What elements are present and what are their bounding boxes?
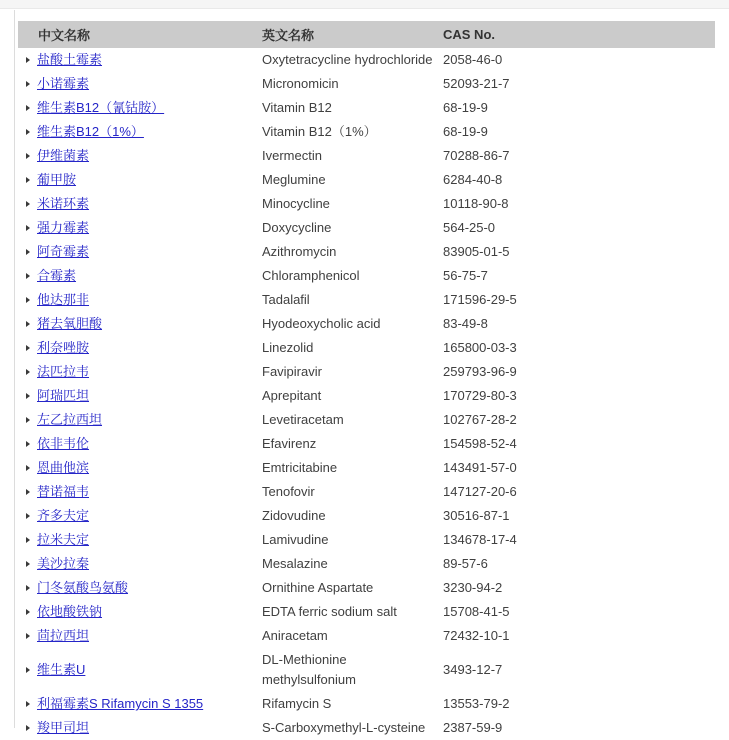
english-name-cell <box>262 624 443 648</box>
bullet-triangle-icon <box>26 667 30 673</box>
table-row <box>18 336 715 360</box>
bullet-triangle-icon <box>26 585 30 591</box>
product-cas-number: 154598-52-4 <box>443 436 517 451</box>
product-cas-number: 2058-46-0 <box>443 52 502 67</box>
chinese-name-cell <box>18 528 262 552</box>
cas-number-cell <box>443 360 715 384</box>
cas-number-cell <box>443 120 715 144</box>
table-row <box>18 692 715 716</box>
cas-number-cell <box>443 312 715 336</box>
product-english-name: Vitamin B12 <box>262 100 332 115</box>
product-cas-number: 6284-40-8 <box>443 172 502 187</box>
english-name-cell <box>262 600 443 624</box>
product-cas-number: 13553-79-2 <box>443 696 510 711</box>
product-english-name: Micronomicin <box>262 76 339 91</box>
chinese-name-cell <box>18 576 262 600</box>
product-english-name: Meglumine <box>262 172 326 187</box>
chinese-name-cell <box>18 48 262 72</box>
table-row <box>18 144 715 168</box>
product-cas-number: 170729-80-3 <box>443 388 517 403</box>
bullet-triangle-icon <box>26 513 30 519</box>
bullet-triangle-icon <box>26 129 30 135</box>
product-cas-number: 56-75-7 <box>443 268 488 283</box>
bullet-triangle-icon <box>26 81 30 87</box>
table-row <box>18 288 715 312</box>
product-english-name: Ivermectin <box>262 148 322 163</box>
table-row <box>18 480 715 504</box>
product-chinese-name-link[interactable]: 强力霉素 <box>37 220 89 235</box>
chinese-name-cell <box>18 408 262 432</box>
column-header-english-name: 英文名称 <box>262 21 443 48</box>
english-name-cell <box>262 168 443 192</box>
chinese-name-cell <box>18 552 262 576</box>
cas-number-cell <box>443 716 715 740</box>
product-chinese-name-link[interactable]: 法匹拉韦 <box>37 364 89 379</box>
english-name-cell <box>262 552 443 576</box>
product-english-name: Minocycline <box>262 196 330 211</box>
chinese-name-cell <box>18 240 262 264</box>
english-name-cell <box>262 480 443 504</box>
product-chinese-name-link[interactable]: 美沙拉秦 <box>37 556 89 571</box>
chinese-name-cell <box>18 716 262 740</box>
table-row <box>18 456 715 480</box>
table-row <box>18 240 715 264</box>
product-english-name: DL-Methionine methylsulfonium <box>262 652 356 687</box>
table-row <box>18 96 715 120</box>
product-chinese-name-link[interactable]: 齐多夫定 <box>37 508 89 523</box>
chinese-name-cell <box>18 456 262 480</box>
column-header-cas-no: CAS No. <box>443 21 715 48</box>
product-chinese-name-link[interactable]: 猪去氧胆酸 <box>37 316 102 331</box>
left-border-rule <box>14 10 15 728</box>
bullet-triangle-icon <box>26 725 30 731</box>
table-row <box>18 120 715 144</box>
product-english-name: Aprepitant <box>262 388 321 403</box>
english-name-cell <box>262 144 443 168</box>
product-cas-number: 15708-41-5 <box>443 604 510 619</box>
table-row <box>18 600 715 624</box>
product-cas-number: 165800-03-3 <box>443 340 517 355</box>
product-cas-number: 72432-10-1 <box>443 628 510 643</box>
cas-number-cell <box>443 552 715 576</box>
product-english-name: Emtricitabine <box>262 460 337 475</box>
table-row <box>18 408 715 432</box>
product-cas-number: 83-49-8 <box>443 316 488 331</box>
product-chinese-name-link[interactable]: 米诺环素 <box>37 196 89 211</box>
chinese-name-cell <box>18 600 262 624</box>
chinese-name-cell <box>18 504 262 528</box>
chinese-name-cell <box>18 336 262 360</box>
cas-number-cell <box>443 600 715 624</box>
bullet-triangle-icon <box>26 417 30 423</box>
english-name-cell <box>262 72 443 96</box>
product-chinese-name-link[interactable]: 利福霉素S Rifamycin S 1355 <box>37 696 203 711</box>
chinese-name-cell <box>18 360 262 384</box>
product-english-name: Aniracetam <box>262 628 328 643</box>
bullet-triangle-icon <box>26 201 30 207</box>
product-chinese-name-link[interactable]: 依地酸铁钠 <box>37 604 102 619</box>
table-row <box>18 432 715 456</box>
english-name-cell <box>262 120 443 144</box>
product-english-name: Oxytetracycline hydrochloride <box>262 52 433 67</box>
chinese-name-cell <box>18 384 262 408</box>
table-row <box>18 716 715 740</box>
table-row <box>18 624 715 648</box>
product-chinese-name-link[interactable]: 葡甲胺 <box>37 172 76 187</box>
product-cas-number: 10118-90-8 <box>443 196 509 211</box>
product-english-name: EDTA ferric sodium salt <box>262 604 397 619</box>
product-cas-number: 3493-12-7 <box>443 662 502 677</box>
english-name-cell <box>262 312 443 336</box>
chinese-name-cell <box>18 72 262 96</box>
bullet-triangle-icon <box>26 225 30 231</box>
product-cas-number: 30516-87-1 <box>443 508 510 523</box>
cas-number-cell <box>443 528 715 552</box>
table-row <box>18 552 715 576</box>
english-name-cell <box>262 716 443 740</box>
chinese-name-cell <box>18 96 262 120</box>
product-cas-number: 68-19-9 <box>443 124 488 139</box>
product-english-name: Mesalazine <box>262 556 328 571</box>
product-english-name: Hyodeoxycholic acid <box>262 316 381 331</box>
english-name-cell <box>262 192 443 216</box>
bullet-triangle-icon <box>26 177 30 183</box>
product-chinese-name-link[interactable]: 拉米夫定 <box>37 532 89 547</box>
product-chinese-name-link[interactable]: 阿奇霉素 <box>37 244 89 259</box>
product-english-name: Chloramphenicol <box>262 268 360 283</box>
cas-number-cell <box>443 456 715 480</box>
table-row <box>18 360 715 384</box>
bullet-triangle-icon <box>26 321 30 327</box>
cas-number-cell <box>443 72 715 96</box>
chinese-name-cell <box>18 144 262 168</box>
product-chinese-name-link[interactable]: 羧甲司坦 <box>37 720 89 735</box>
english-name-cell <box>262 48 443 72</box>
product-chinese-name-link[interactable]: 合霉素 <box>37 268 76 283</box>
product-english-name: Tadalafil <box>262 292 310 307</box>
cas-number-cell <box>443 576 715 600</box>
product-english-name: S-Carboxymethyl-L-cysteine <box>262 720 425 735</box>
cas-number-cell <box>443 624 715 648</box>
product-chinese-name-link[interactable]: 维生素B12（1%） <box>37 124 144 139</box>
cas-number-cell <box>443 48 715 72</box>
product-chinese-name-link[interactable]: 盐酸土霉素 <box>37 52 102 67</box>
product-chinese-name-link[interactable]: 他达那非 <box>37 292 89 307</box>
english-name-cell <box>262 692 443 716</box>
chinese-name-cell <box>18 624 262 648</box>
product-cas-number: 52093-21-7 <box>443 76 510 91</box>
product-chinese-name-link[interactable]: 门冬氨酸鸟氨酸 <box>37 580 128 595</box>
english-name-cell <box>262 528 443 552</box>
table-row <box>18 384 715 408</box>
chinese-name-cell <box>18 192 262 216</box>
cas-number-cell <box>443 240 715 264</box>
product-english-name: Favipiravir <box>262 364 322 379</box>
english-name-cell <box>262 408 443 432</box>
bullet-triangle-icon <box>26 273 30 279</box>
english-name-cell <box>262 432 443 456</box>
bullet-triangle-icon <box>26 297 30 303</box>
cas-number-cell <box>443 432 715 456</box>
product-cas-number: 89-57-6 <box>443 556 488 571</box>
english-name-cell <box>262 360 443 384</box>
chinese-name-cell <box>18 264 262 288</box>
product-english-name: Tenofovir <box>262 484 315 499</box>
product-cas-number: 2387-59-9 <box>443 720 502 735</box>
bullet-triangle-icon <box>26 153 30 159</box>
cas-number-cell <box>443 96 715 120</box>
cas-number-cell <box>443 692 715 716</box>
cas-number-cell <box>443 144 715 168</box>
table-row <box>18 72 715 96</box>
bullet-triangle-icon <box>26 57 30 63</box>
product-table <box>18 21 715 740</box>
bullet-triangle-icon <box>26 249 30 255</box>
product-cas-number: 171596-29-5 <box>443 292 517 307</box>
chinese-name-cell <box>18 288 262 312</box>
bullet-triangle-icon <box>26 393 30 399</box>
chinese-name-cell <box>18 216 262 240</box>
product-chinese-name-link[interactable]: 恩曲他滨 <box>37 460 89 475</box>
product-english-name: Vitamin B12（1%） <box>262 124 377 139</box>
product-cas-number: 102767-28-2 <box>443 412 517 427</box>
chinese-name-cell <box>18 312 262 336</box>
english-name-cell <box>262 576 443 600</box>
cas-number-cell <box>443 192 715 216</box>
english-name-cell <box>262 384 443 408</box>
table-row <box>18 168 715 192</box>
bullet-triangle-icon <box>26 345 30 351</box>
english-name-cell <box>262 504 443 528</box>
bullet-triangle-icon <box>26 701 30 707</box>
product-english-name: Linezolid <box>262 340 313 355</box>
chinese-name-cell <box>18 432 262 456</box>
cas-number-cell <box>443 288 715 312</box>
cas-number-cell <box>443 504 715 528</box>
product-chinese-name-link[interactable]: 维生素U <box>37 662 85 677</box>
product-chinese-name-link[interactable]: 依非韦伦 <box>37 436 89 451</box>
bullet-triangle-icon <box>26 465 30 471</box>
table-row <box>18 648 715 692</box>
product-chinese-name-link[interactable]: 维生素B12（氰钴胺） <box>37 100 164 115</box>
cas-number-cell <box>443 384 715 408</box>
english-name-cell <box>262 216 443 240</box>
product-chinese-name-link[interactable]: 阿瑞匹坦 <box>37 388 89 403</box>
cas-number-cell <box>443 480 715 504</box>
chinese-name-cell <box>18 120 262 144</box>
product-english-name: Rifamycin S <box>262 696 331 711</box>
bullet-triangle-icon <box>26 369 30 375</box>
english-name-cell <box>262 264 443 288</box>
product-cas-number: 3230-94-2 <box>443 580 502 595</box>
product-list-section <box>18 21 715 740</box>
product-chinese-name-link[interactable]: 左乙拉西坦 <box>37 412 102 427</box>
english-name-cell <box>262 336 443 360</box>
product-english-name: Efavirenz <box>262 436 316 451</box>
product-english-name: Doxycycline <box>262 220 331 235</box>
bullet-triangle-icon <box>26 633 30 639</box>
table-body <box>18 48 715 740</box>
bullet-triangle-icon <box>26 537 30 543</box>
bullet-triangle-icon <box>26 489 30 495</box>
bullet-triangle-icon <box>26 441 30 447</box>
product-chinese-name-link[interactable]: 利奈唑胺 <box>37 340 89 355</box>
product-cas-number: 143491-57-0 <box>443 460 517 475</box>
product-chinese-name-link[interactable]: 替诺福韦 <box>37 484 89 499</box>
product-cas-number: 68-19-9 <box>443 100 488 115</box>
bullet-triangle-icon <box>26 609 30 615</box>
table-row <box>18 504 715 528</box>
product-english-name: Lamivudine <box>262 532 329 547</box>
bullet-triangle-icon <box>26 105 30 111</box>
english-name-cell <box>262 456 443 480</box>
top-bar <box>0 0 729 9</box>
product-chinese-name-link[interactable]: 小诺霉素 <box>37 76 89 91</box>
cas-number-cell <box>443 648 715 692</box>
product-chinese-name-link[interactable]: 伊维菌素 <box>37 148 89 163</box>
chinese-name-cell <box>18 648 262 692</box>
table-row <box>18 48 715 72</box>
english-name-cell <box>262 240 443 264</box>
table-row <box>18 312 715 336</box>
bullet-triangle-icon <box>26 561 30 567</box>
cas-number-cell <box>443 336 715 360</box>
chinese-name-cell <box>18 692 262 716</box>
cas-number-cell <box>443 408 715 432</box>
table-row <box>18 528 715 552</box>
table-row <box>18 576 715 600</box>
product-cas-number: 564-25-0 <box>443 220 495 235</box>
product-cas-number: 134678-17-4 <box>443 532 517 547</box>
english-name-cell <box>262 648 443 692</box>
product-chinese-name-link[interactable]: 茴拉西坦 <box>37 628 89 643</box>
product-english-name: Levetiracetam <box>262 412 344 427</box>
table-row <box>18 192 715 216</box>
cas-number-cell <box>443 264 715 288</box>
english-name-cell <box>262 288 443 312</box>
product-english-name: Ornithine Aspartate <box>262 580 373 595</box>
product-english-name: Zidovudine <box>262 508 326 523</box>
product-cas-number: 70288-86-7 <box>443 148 510 163</box>
cas-number-cell <box>443 168 715 192</box>
product-cas-number: 259793-96-9 <box>443 364 517 379</box>
table-row <box>18 216 715 240</box>
product-cas-number: 147127-20-6 <box>443 484 517 499</box>
chinese-name-cell <box>18 480 262 504</box>
product-english-name: Azithromycin <box>262 244 336 259</box>
column-header-chinese-name: 中文名称 <box>18 21 262 48</box>
product-cas-number: 83905-01-5 <box>443 244 510 259</box>
cas-number-cell <box>443 216 715 240</box>
table-header-row <box>18 21 715 48</box>
chinese-name-cell <box>18 168 262 192</box>
table-row <box>18 264 715 288</box>
english-name-cell <box>262 96 443 120</box>
